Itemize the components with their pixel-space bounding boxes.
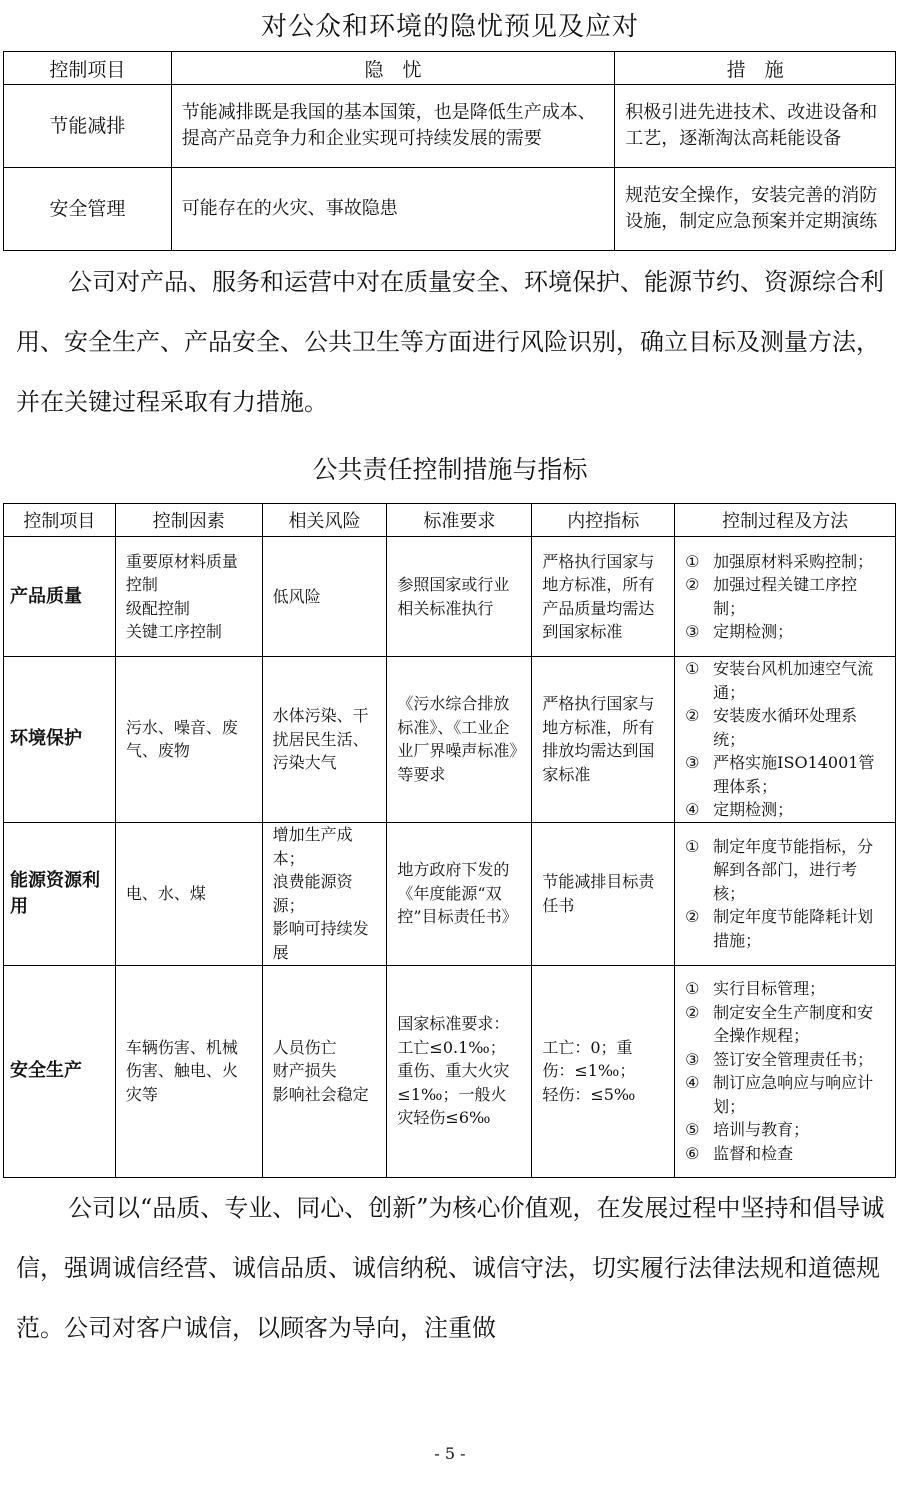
- row-control-factor: [115, 657, 262, 823]
- cell-line: 严格执行国家与地方标准，所有排放均需达到国家标准: [542, 694, 655, 784]
- row-item: 环境保护: [4, 657, 116, 823]
- row-measure: 规范安全操作，安装完善的消防设施，制定应急预案并定期演练: [615, 168, 896, 251]
- step-text: 加强过程关键工序控制；: [713, 575, 858, 618]
- list-item: [685, 550, 889, 574]
- table-row: [4, 822, 896, 965]
- row-item: 产品质量: [4, 537, 116, 657]
- list-item: [685, 620, 889, 644]
- row-item: 安全管理: [4, 168, 172, 251]
- cell-line: 水体污染、干扰居民生活、污染大气: [272, 706, 369, 772]
- list-item: [685, 1048, 889, 1072]
- row-control-factor: [115, 822, 262, 965]
- step-text: 监督和检查: [713, 1143, 794, 1163]
- header-control-factor: 控制因素: [115, 504, 262, 537]
- step-number: ②: [685, 907, 700, 927]
- row-item: 安全生产: [4, 965, 116, 1177]
- step-text: 严格实施ISO14001管理体系；: [713, 753, 875, 796]
- step-text: 实行目标管理；: [713, 979, 826, 998]
- cell-line: 影响社会稳定: [272, 1084, 369, 1104]
- table-row: [4, 537, 896, 657]
- step-number: ③: [685, 753, 700, 772]
- step-text: 制定年度节能降耗计划措施；: [713, 907, 874, 950]
- step-text: 制订应急响应与响应计划；: [713, 1073, 874, 1116]
- row-internal-indicator: [532, 537, 675, 657]
- row-process-method: [675, 537, 896, 657]
- list-item: [685, 573, 889, 620]
- row-related-risk: [262, 537, 387, 657]
- row-item: 节能减排: [4, 85, 172, 168]
- cell-line: 低风险: [272, 586, 321, 606]
- step-text: 签订安全管理责任书；: [713, 1049, 874, 1069]
- cell-line: 国家标准要求：: [397, 1014, 510, 1034]
- cell-line: 《污水综合排放标准》、《工业企业厂界噪声标准》等要求: [397, 694, 518, 784]
- step-number: ②: [685, 1002, 700, 1022]
- list-item: [685, 798, 889, 822]
- step-number: ②: [685, 706, 700, 725]
- steps-list: [685, 550, 889, 644]
- header-measure: 措 施: [615, 52, 896, 85]
- cell-line: 节能减排目标责任书: [542, 872, 655, 915]
- row-process-method: [675, 657, 896, 823]
- cell-line: 重要原材料质量控制: [125, 551, 238, 594]
- row-standard: [387, 537, 532, 657]
- row-measure: 积极引进先进技术、改进设备和工艺，逐渐淘汰高耗能设备: [615, 85, 896, 168]
- list-item: [685, 751, 889, 798]
- cell-line: 轻伤：≤5‰: [542, 1084, 636, 1104]
- cell-line: 人员伤亡: [272, 1037, 337, 1057]
- cell-line: 浪费能源资源；: [272, 872, 353, 915]
- table-row: [4, 168, 896, 251]
- step-number: ④: [685, 800, 700, 819]
- step-text: 制定安全生产制度和安全操作规程；: [713, 1002, 874, 1045]
- row-related-risk: [262, 657, 387, 823]
- cell-line: 地方政府下发的《年度能源“双控”目标责任书》: [397, 860, 518, 927]
- cell-line: 污水、噪音、废气、废物: [125, 717, 238, 761]
- step-number: ①: [685, 551, 700, 571]
- row-standard: [387, 822, 532, 965]
- step-number: ①: [685, 979, 700, 998]
- cell-line: 参照国家或行业相关标准执行: [397, 575, 510, 618]
- header-internal-indicator: 内控指标: [532, 504, 675, 537]
- table-row: [4, 657, 896, 823]
- step-text: 安装废水循环处理系统；: [713, 706, 858, 749]
- page-number: - 5 -: [434, 1444, 466, 1463]
- step-text: 制定年度节能指标，分解到各部门，进行考核；: [713, 836, 874, 903]
- step-text: 培训与教育；: [713, 1120, 810, 1139]
- page-title: 对公众和环境的隐忧预见及应对: [260, 12, 639, 42]
- step-number: ②: [685, 575, 700, 594]
- row-control-factor: [115, 965, 262, 1177]
- cell-line: 车辆伤害、机械伤害、触电、火灾等: [125, 1037, 238, 1104]
- cell-line: 重伤、重大火灾≤1‰；一般火灾轻伤≤6‰: [397, 1061, 510, 1128]
- cell-line: 级配控制: [125, 598, 190, 618]
- public-responsibility-table: [3, 503, 896, 1178]
- steps-list: [685, 977, 889, 1165]
- list-item: [685, 1001, 889, 1048]
- step-text: 定期检测；: [713, 622, 794, 641]
- table-row: [4, 85, 896, 168]
- row-internal-indicator: [532, 965, 675, 1177]
- row-process-method: [675, 822, 896, 965]
- row-concern: 节能减排既是我国的基本国策，也是降低生产成本、提高产品竞争力和企业实现可持续发展的需要: [171, 85, 614, 168]
- cell-line: 关键工序控制: [125, 622, 222, 641]
- header-related-risk: 相关风险: [262, 504, 387, 537]
- list-item: [685, 977, 889, 1001]
- step-number: ③: [685, 622, 700, 641]
- list-item: [685, 1142, 889, 1166]
- row-related-risk: [262, 965, 387, 1177]
- list-item: [685, 1118, 889, 1142]
- body-paragraph: 公司对产品、服务和运营中对在质量安全、环境保护、能源节约、资源综合利用、安全生产、产品安全、公共卫生等方面进行风险识别，确立目标及测量方法，并在关键过程采取有力措施。: [16, 268, 884, 416]
- header-concern: 隐 忧: [171, 52, 614, 85]
- cell-line: 工亡：0；重伤：≤1‰；: [542, 1037, 636, 1081]
- row-process-method: [675, 965, 896, 1177]
- header-process-method: 控制过程及方法: [675, 504, 896, 537]
- step-number: ⑤: [685, 1120, 700, 1139]
- header-control-item: 控制项目: [4, 504, 116, 537]
- row-concern: 可能存在的火灾、事故隐患: [171, 168, 614, 251]
- header-control-item: 控制项目: [4, 52, 172, 85]
- cell-line: 影响可持续发展: [272, 919, 369, 962]
- table-body: [4, 537, 896, 1178]
- row-item: 能源资源利用: [4, 822, 116, 965]
- step-number: ⑥: [685, 1143, 700, 1163]
- step-number: ①: [685, 836, 700, 856]
- steps-list: [685, 657, 889, 822]
- cell-line: 财产损失: [272, 1061, 337, 1081]
- list-item: [685, 905, 889, 952]
- concerns-table: [3, 51, 896, 251]
- step-number: ①: [685, 659, 700, 678]
- step-text: 安装台风机加速空气流通；: [713, 659, 874, 702]
- cell-line: 工亡≤0.1‰；: [397, 1037, 506, 1057]
- step-text: 定期检测；: [713, 800, 794, 819]
- list-item: [685, 657, 889, 704]
- header-standard: 标准要求: [387, 504, 532, 537]
- list-item: [685, 1071, 889, 1118]
- row-standard: [387, 657, 532, 823]
- row-internal-indicator: [532, 657, 675, 823]
- row-internal-indicator: [532, 822, 675, 965]
- table-row: [4, 965, 896, 1177]
- row-control-factor: [115, 537, 262, 657]
- cell-line: 严格执行国家与地方标准，所有产品质量均需达到国家标准: [542, 551, 655, 641]
- list-item: [685, 704, 889, 751]
- step-number: ④: [685, 1073, 700, 1092]
- cell-line: 增加生产成本；: [272, 825, 353, 868]
- cell-line: 电、水、煤: [125, 883, 206, 903]
- steps-list: [685, 835, 889, 953]
- row-standard: [387, 965, 532, 1177]
- section-title: 公共责任控制措施与指标: [312, 455, 588, 484]
- step-text: 加强原材料采购控制；: [713, 551, 874, 571]
- row-related-risk: [262, 822, 387, 965]
- table-header-row: [4, 504, 896, 537]
- table-header-row: [4, 52, 896, 85]
- step-number: ③: [685, 1049, 700, 1069]
- list-item: [685, 835, 889, 906]
- body-paragraph: 公司以“品质、专业、同心、创新”为核心价值观，在发展过程中坚持和倡导诚信，强调诚信经营、诚信品质、诚信纳税、诚信守法，切实履行法律法规和道德规范。公司对客户诚信，以顾客为导向，注重做: [16, 1194, 885, 1342]
